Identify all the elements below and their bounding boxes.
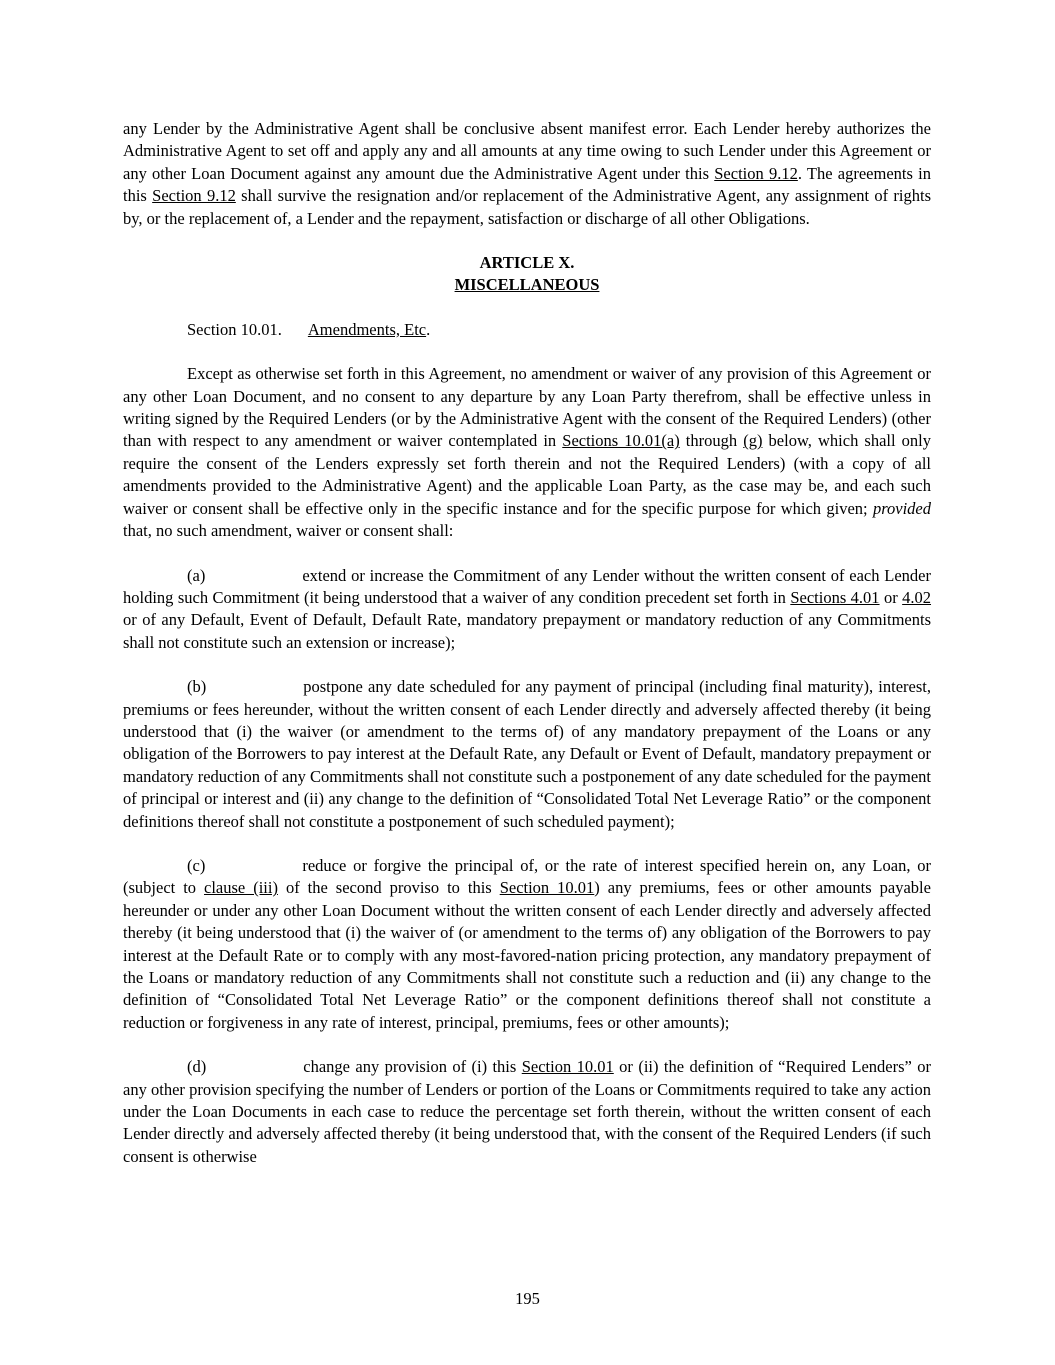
- section-reference: (g): [743, 431, 763, 451]
- section-title-period: .: [426, 319, 431, 339]
- clause-label: (b): [187, 677, 207, 697]
- text-run: any Lender by the Administrative Agent shall be conclusive absent manifest error. Each Lender hereby authorizes the Administrative Agent to set off and apply any and all amounts at any time owing to such Lender under this Agreement or any other Loan Document against any amount due the Administrative Agent under this: [123, 119, 931, 183]
- section-reference: 4.02: [902, 587, 932, 607]
- section-reference: Section 10.01: [521, 1057, 614, 1077]
- page-number: 195: [515, 1288, 540, 1308]
- text-run: that, no such amendment, waiver or consent shall:: [123, 521, 454, 541]
- section-reference: Section 9.12: [714, 163, 798, 183]
- text-run: of the second proviso to this: [277, 878, 500, 898]
- section-reference: Section 10.01: [499, 878, 595, 898]
- clause-text: [123, 856, 931, 1032]
- continuation-paragraph: [123, 118, 931, 230]
- text-run: extend or increase the Commitment of any Lender without the written consent of each Lender holding such Commitment (it being understood that a waiver of any condition precedent set forth in: [123, 565, 931, 607]
- section-title: Amendments, Etc: [307, 319, 427, 339]
- section-reference: Sections 10.01(a): [562, 431, 680, 451]
- article-subtitle: MISCELLANEOUS: [454, 275, 600, 295]
- clause-text: [123, 677, 931, 830]
- text-run: below, which shall only require the consent of the Lenders expressly set forth therein and not the Required Lenders) (with a copy of all amendments provided to the Administrative Agent) and the applicable Loan Party, as the case may be, and each such waiver or consent shall be effective only in the specific instance and for the specific purpose for which given;: [123, 431, 931, 518]
- emphasized-text: provided: [872, 498, 931, 518]
- article-heading: [123, 252, 931, 297]
- clause-label: (c): [187, 855, 206, 875]
- clause-label: (a): [187, 565, 206, 585]
- section-reference: Section 9.12: [152, 186, 236, 206]
- clause-label: (d): [187, 1057, 207, 1077]
- section-number: Section 10.01.: [187, 319, 282, 339]
- section-heading: [123, 319, 931, 341]
- text-run: Except as otherwise set forth in this Agreement, no amendment or waiver of any provision of this Agreement or any other Loan Document, and no consent to any departure by any Loan Party therefrom, shall be effective unless in writing signed by the Required Lenders (or by the Administrative Agent with the consent of the Required Lenders) (other than with respect to any amendment or waiver contemplated in: [123, 364, 931, 451]
- text-run: shall survive the resignation and/or replacement of the Administrative Agent, any assignment of rights by, or the replacement of, a Lender and the repayment, satisfaction or discharge of all other Obligations.: [123, 186, 932, 228]
- text-run: or (ii) the definition of “Required Lenders” or any other provision specifying the number of Lenders or portion of the Loans or Commitments required to take any action under the Loan Documents in each case to reduce the percentage set forth therein, without the written consent of each Lender directly and adversely affected thereby (it being understood that, with the consent of the Required Lenders (if such consent is otherwise: [123, 1057, 931, 1166]
- text-run: postpone any date scheduled for any payment of principal (including final maturity), interest, premiums or fees hereunder, without the written consent of each Lender directly and adversely affected thereby (it being understood that (i) the waiver (or amendment to the terms of) of any mandatory prepayment of the Loans or any obligation of the Borrowers to pay interest at the Default Rate, any Default or Event of Default, mandatory prepayment or mandatory reduction of any Commitments shall not constitute such a postponement of any date scheduled for the payment of principal or interest and (ii) any change to the definition of “Consolidated Total Net Leverage Ratio” or the component definitions thereof shall not constitute a postponement of such scheduled payment);: [123, 677, 931, 831]
- clause-text: [123, 566, 931, 652]
- section-reference: Sections 4.01: [790, 587, 880, 607]
- text-run: or of any Default, Event of Default, Default Rate, mandatory prepayment or mandatory reduction of any Commitments shall not constitute such an extension or increase);: [123, 610, 931, 652]
- text-run: or: [879, 587, 903, 607]
- text-run: reduce or forgive the principal of, or the rate of interest specified herein on, any Loan, or (subject to: [123, 855, 931, 898]
- text-run: ) any premiums, fees or other amounts payable hereunder or under any other Loan Document without the written consent of each Lender directly and adversely affected thereby (it being understood that (i) the waiver of (or amendment to the terms of) any obligation of the Borrowers to pay interest at the Default Rate or to comply with any most-favored-nation pricing protection, any mandatory prepayment of the Loans or mandatory reduction of any Commitments shall not constitute such a reduction and (ii) any change to the definition of “Consolidated Total Net Leverage Ratio” or the component definitions thereof shall not constitute a reduction or forgiveness in any rate of interest, principal, premiums, fees or other amounts);: [123, 878, 931, 1032]
- text-run: change any provision of (i) this: [303, 1057, 522, 1077]
- section-reference: clause (iii): [204, 878, 278, 898]
- clause-paragraph-a: [123, 565, 931, 655]
- clause-paragraph-c: [123, 855, 931, 1034]
- clause-paragraph-b: [123, 676, 931, 833]
- article-title: ARTICLE X.: [479, 253, 575, 273]
- text-run: . The agreements in this: [123, 163, 931, 206]
- intro-paragraph: [123, 363, 931, 542]
- clause-text: [123, 1057, 931, 1166]
- text-run: through: [679, 431, 744, 451]
- clause-paragraph-d: [123, 1056, 931, 1168]
